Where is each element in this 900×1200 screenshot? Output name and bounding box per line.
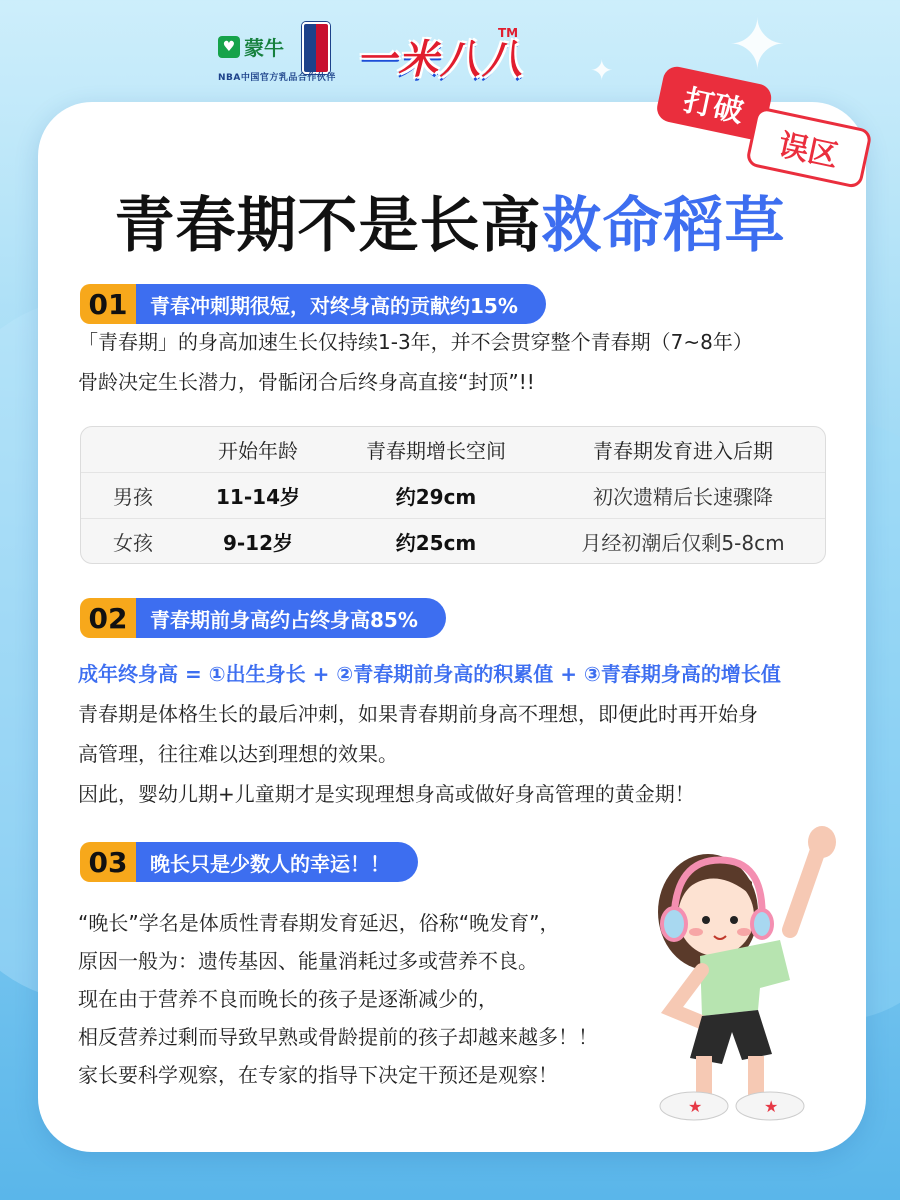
body-line: 因此，婴幼儿期+儿童期才是实现理想身高或做好身高管理的黄金期！ bbox=[78, 782, 695, 806]
table-row bbox=[81, 518, 825, 564]
girl-illustration bbox=[640, 820, 840, 1130]
sparkle-icon: ✦ bbox=[728, 4, 787, 86]
section-number: 02 bbox=[80, 598, 136, 638]
brand-logo: 一米八八 bbox=[356, 37, 524, 83]
section-number: 03 bbox=[80, 842, 136, 882]
page-title bbox=[0, 178, 900, 264]
table-cell: 9-12岁 bbox=[222, 531, 294, 555]
section-title: 青春冲刺期很短，对终身高的贡献约15% bbox=[136, 284, 546, 324]
table-cell: 月经初潮后仅剩5-8cm bbox=[581, 531, 785, 555]
sparkle-icon: ✦ bbox=[590, 54, 614, 87]
section-title: 青春期前身高约占终身高85% bbox=[136, 598, 446, 638]
growth-table bbox=[80, 426, 826, 564]
table-cell: 约29cm bbox=[395, 485, 477, 509]
table-cell: 男孩 bbox=[113, 485, 153, 509]
table-cell: 11-14岁 bbox=[216, 485, 300, 509]
body-line: 「青春期」的身高加速生长仅持续1-3年，并不会贯穿整个青春期（7~8年） bbox=[78, 330, 753, 354]
section-03-body bbox=[78, 904, 598, 1094]
section-number: 01 bbox=[80, 284, 136, 324]
nba-partner-caption: NBA中国官方乳品合作伙伴 bbox=[218, 73, 336, 83]
table-header-cell: 青春期发育进入后期 bbox=[593, 439, 773, 463]
table-header-row bbox=[81, 427, 825, 472]
table-row bbox=[81, 472, 825, 518]
table-header-cell: 青春期增长空间 bbox=[366, 439, 506, 463]
badge-part2: 误区 bbox=[745, 106, 873, 189]
body-line: 青春期是体格生长的最后冲刺，如果青春期前身高不理想，即便此时再开始身 bbox=[78, 702, 758, 726]
mengniu-mark-icon: ♥ bbox=[218, 36, 240, 58]
height-formula: 成年终身高 = ①出生身长 + ②青春期前身高的积累值 + ③青春期身高的增长值 bbox=[78, 662, 781, 686]
body-line: 高管理，往往难以达到理想的效果。 bbox=[78, 742, 398, 766]
table-cell: 约25cm bbox=[395, 531, 477, 555]
table-header-cell: 开始年龄 bbox=[218, 439, 298, 463]
section-02-header bbox=[80, 598, 446, 638]
body-line: “晚长”学名是体质性青春期发育延迟，俗称“晚发育”， bbox=[78, 911, 560, 935]
nba-logo bbox=[302, 22, 330, 74]
mengniu-text: 蒙牛 bbox=[244, 36, 284, 60]
body-line: 原因一般为：遗传基因、能量消耗过多或营养不良。 bbox=[78, 949, 538, 973]
title-highlight: 救命稻草 bbox=[541, 191, 786, 261]
title-main: 青春期不是长高 bbox=[114, 191, 542, 261]
section-title: 晚长只是少数人的幸运！！ bbox=[136, 842, 418, 882]
section-01-header bbox=[80, 284, 546, 324]
body-line: 相反营养过剩而导致早熟或骨龄提前的孩子却越来越多！！ bbox=[78, 1025, 598, 1049]
section-03-header bbox=[80, 842, 418, 882]
body-line: 现在由于营养不良而晚长的孩子是逐渐减少的， bbox=[78, 987, 498, 1011]
badge-part1: 打破 bbox=[655, 64, 774, 142]
body-line: 骨龄决定生长潜力，骨骺闭合后终身高直接“封顶”!! bbox=[78, 370, 535, 394]
trademark-symbol: TM bbox=[498, 26, 519, 40]
svg-text:★: ★ bbox=[764, 1097, 779, 1116]
body-line: 家长要科学观察，在专家的指导下决定干预还是观察！ bbox=[78, 1063, 558, 1087]
section-02-body bbox=[78, 654, 781, 814]
mengniu-logo bbox=[218, 32, 284, 61]
table-cell: 初次遗精后长速骤降 bbox=[593, 485, 773, 509]
svg-text:★: ★ bbox=[688, 1097, 703, 1116]
table-cell: 女孩 bbox=[113, 531, 153, 555]
section-01-body bbox=[78, 322, 753, 402]
